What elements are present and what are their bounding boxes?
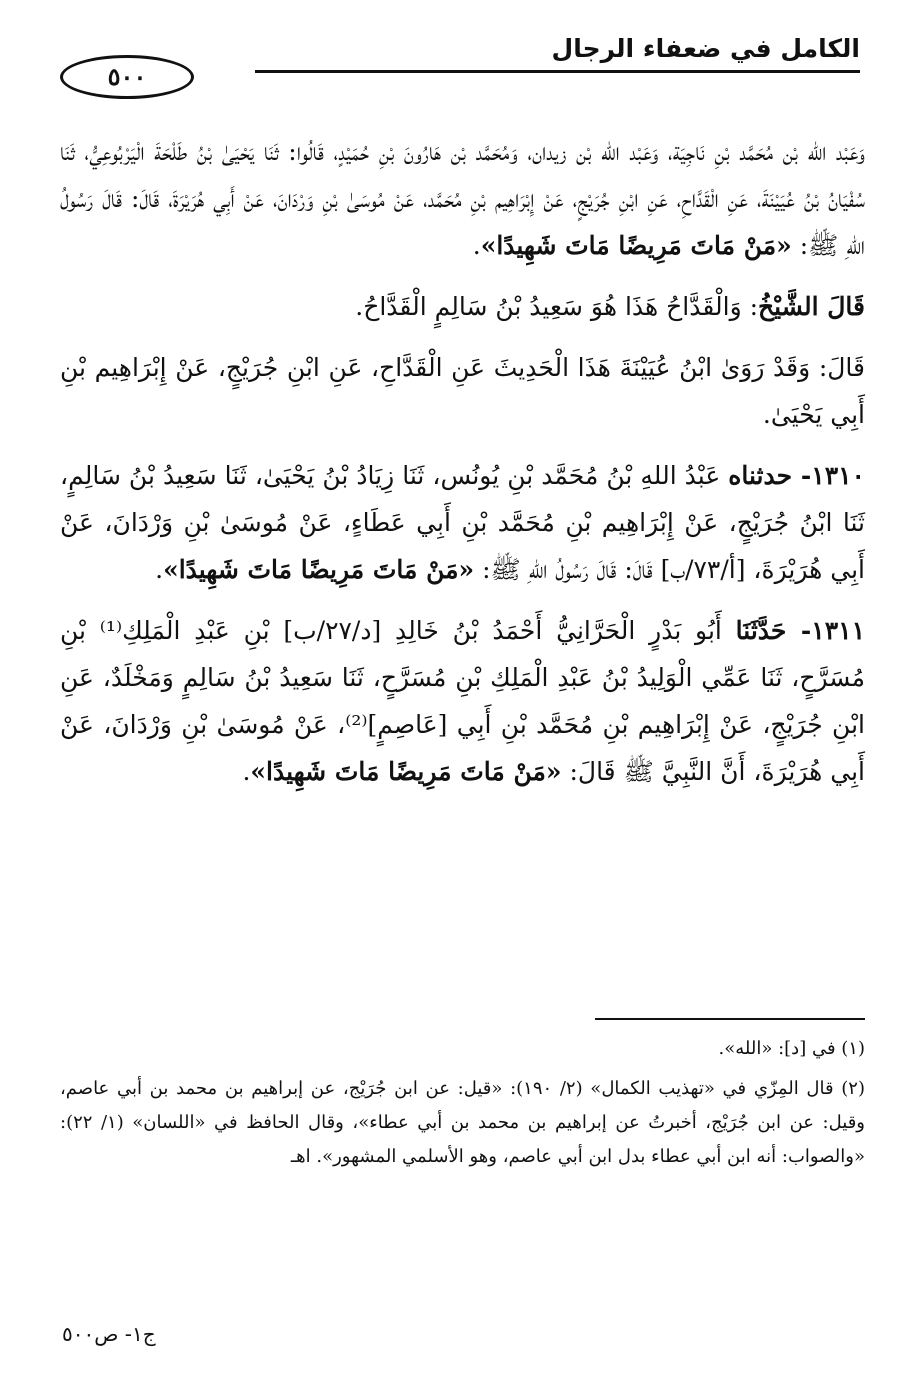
paragraph-3: قَالَ: وَقَدْ رَوَىٰ ابْنُ عُيَيْنَةَ هَذَا الْحَدِيثَ عَنِ الْقَدَّاحِ، عَنِ ابْنِ جُرَيْجٍ، عَنْ إِبْرَاهِيم بْنِ أَبِي يَحْيَىٰ. — [60, 353, 865, 429]
narration-keyword: حدثناه — [728, 461, 793, 490]
paragraph-1-text: وَعَبْد الله بْن مُحَمَّد بْنِ نَاجِيَة، وَعَبْد الله بْن زيدان، وَمُحَمَّد بْن هَارُونَ بْنِ حُمَيْدٍ، قَالُوا: ثَنَا يَحْيَىٰ بْنُ طَلْحَةَ الْيَرْبُوعِيُّ، ثَنَا سُفْيَانُ بْنُ عُيَيْنَةَ، عَنِ الْقَدَّاحِ، عَنِ ابْنِ جُرَيْجٍ، عَنْ إِبْرَاهِيم بْنِ مُحَمَّد، عَنْ مُوسَىٰ بْنِ وَرْدَانَ، عَنْ أَبِي هُرَيْرَةَ، قَالَ: قَالَ رَسُولُ اللهِ ﷺ: — [60, 137, 865, 260]
paragraph-4 — [60, 452, 865, 593]
hadith-quote: «مَنْ مَاتَ مَرِيضًا مَاتَ شَهِيدًا» — [480, 231, 792, 260]
printer-signature: ج١- ص٥٠٠ — [62, 1322, 156, 1346]
hadith-quote: «مَنْ مَاتَ مَرِيضًا مَاتَ شَهِيدًا» — [250, 757, 562, 786]
paragraph-4-text: عَبْدُ اللهِ بْنُ مُحَمَّد بْنِ يُونُس، ثَنَا زِيَادُ بْنُ يَحْيَىٰ، ثَنَا سَعِيدُ بْنُ سَالِمٍ، ثَنَا ابْنُ جُرَيْجٍ، عَنْ إِبْرَاهِيم بْنِ مُحَمَّد بْنِ أَبِي عَطَاءٍ، عَنْ مُوسَىٰ بْنِ وَرْدَانَ، عَنْ أَبِي هُرَيْرَةَ، [أ/٧٣/ب] قَالَ: قَالَ رَسُولُ اللهِ ﷺ: — [60, 461, 865, 584]
paragraph-2-text: : وَالْقَدَّاحُ هَذَا هُوَ سَعِيدُ بْنُ سَالِمٍ الْقَدَّاحُ. — [355, 292, 759, 321]
shaykh-label: قَالَ الشَّيْخُ — [758, 292, 865, 321]
narration-keyword: حَدَّثَنَا — [735, 616, 787, 645]
header-rule — [255, 70, 860, 73]
hadith-quote: «مَنْ مَاتَ مَرِيضًا مَاتَ شَهِيدًا» — [163, 555, 475, 584]
paragraph-5-text: أَبُو بَدْرٍ الْحَرَّانِيُّ أَحْمَدُ بْنُ خَالِدِ [د/٢٧/ب] بْنِ عَبْدِ الْمَلِكِ⁽¹⁾ بْنِ مُسَرَّحٍ، ثَنَا عَمِّي الْوَلِيدُ بْنُ عَبْدِ الْمَلِكِ بْنِ مُسَرَّحٍ، ثَنَا سَعِيدُ بْنُ سَالِمٍ وَمَخْلَدٌ، عَنِ ابْنِ جُرَيْجٍ، عَنْ إِبْرَاهِيم بْنِ مُحَمَّد بْنِ أَبِي [عَاصِمٍ]⁽²⁾، عَنْ مُوسَىٰ بْنِ وَرْدَانَ، عَنْ أَبِي هُرَيْرَةَ، أَنَّ النَّبِيَّ ﷺ قَالَ: — [60, 616, 865, 786]
footnotes — [60, 1032, 865, 1180]
hadith-number: ١٣١١- — [786, 616, 865, 645]
paragraph-2 — [60, 283, 865, 330]
paragraph-1-end: . — [472, 231, 481, 260]
main-text — [60, 128, 865, 809]
footnote-rule — [595, 1018, 865, 1020]
page-number: ٥٠٠ — [60, 55, 194, 99]
paragraph-5 — [60, 607, 865, 795]
paragraph-5-end: . — [242, 757, 251, 786]
paragraph-1 — [60, 128, 865, 269]
hadith-number: ١٣١٠- — [792, 461, 865, 490]
footnote-2: (٢) قال المِزّي في «تهذيب الكمال» (٢/ ١٩٠): «قيل: عن ابن جُرَيْج، عن إبراهيم بن محمد بن أبي عاصم، وقيل: عن ابن جُرَيْج، أخبرتُ عن إبراهيم بن محمد بن أبي عطاء»، وقال الحافظ في «اللسان» (١/ ٢٢): «والصواب: أنه ابن أبي عطاء بدل ابن أبي عاصم، وهو الأسلمي المشهور». اهـ — [60, 1078, 865, 1167]
paragraph-4-end: . — [155, 555, 164, 584]
running-title: الكامل في ضعفاء الرجال — [551, 34, 860, 63]
page-header — [60, 30, 860, 110]
footnote-1: (١) في [د]: «الله». — [718, 1038, 865, 1059]
